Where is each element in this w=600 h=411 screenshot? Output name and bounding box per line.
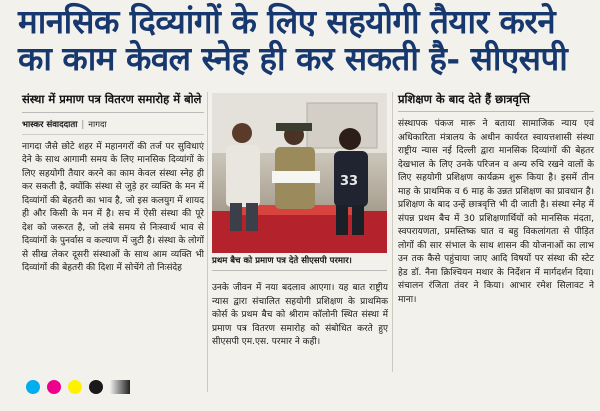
yellow-registration-dot [68, 380, 82, 394]
left-column [22, 92, 204, 276]
magenta-registration-dot [47, 380, 61, 394]
column-divider-right [392, 92, 393, 372]
byline-place: नागदा [88, 119, 107, 130]
svg-text:33: 33 [340, 174, 359, 189]
right-body-text: संस्थापक पंकज मारू ने बताया सामाजिक न्याय एवं अधिकारिता मंत्रालय के अधीन कार्यरत स्वायत्तशासी संस्था राष्ट्रीय न्यास नई दिल्ली द्वारा मानसिक दिव्यांगों की बेहतर देखभाल के लिए उनके परिजन व अन्य रुचि रखने वालों के लिए सहयोगी प्रशिक्षण कार्यक्रम शुरू किया है। इसमें तीन माह के प्राथमिक व 6 माह के उन्नत प्रशिक्षण का प्रावधान है। प्रशिक्षण के बाद उन्हें छात्रवृत्ति भी दी जाती है। संस्था स्नेह में संपन्न प्रथम बैच में 30 प्रशिक्षणार्थियों को मानसिक मंदता, स्वपरायणता, प्रमस्तिष्क घात व बहु विकलांगता से पीड़ित लोगों की सार संभाल के साथ शासन की योजनाओं का लाभ उन तक कैसे पहुंचाया जाए आदि विषयों पर संस्था की स्टेट हेड डॉ. नैना क्रिश्चियन मथार के निर्देशन में मार्गदर्शन दिया। संचालन रंजिता तंवर ने किया। आभार रमेश सिलावट ने माना। [398, 119, 594, 305]
black-registration-dot [89, 380, 103, 394]
photo-caption: प्रथम बैच को प्रमाण पत्र देते सीएसपी परमार। [212, 256, 387, 271]
left-subhead: संस्था में प्रमाण पत्र वितरण समारोह में बोले [22, 92, 204, 113]
cyan-registration-dot [26, 380, 40, 394]
middle-body-text: उनके जीवन में नया बदलाव आएगा। यह बात राष्ट्रीय न्यास द्वारा संचालित सहयोगी प्रशिक्षण के प्राथमिक कोर्स के प्रथम बैच को श्रीराम कॉलोनी स्थित संस्था में प्रमाण पत्र वितरण समारोह को संबोधित करते हुए सीएसपी एम.एस. परमार ने कही। [212, 283, 388, 347]
photo-illustration [212, 93, 387, 253]
headline-line-1: मानसिक दिव्यांगों के लिए सहयोगी तैयार करने [18, 2, 556, 41]
byline-author: भास्कर संवाददाता [22, 119, 78, 130]
grey-scale-strip [110, 380, 130, 394]
right-subhead: प्रशिक्षण के बाद देते हैं छात्रवृत्ति [398, 92, 594, 112]
registration-marks [26, 380, 130, 394]
byline-separator: | [81, 119, 85, 130]
left-body-text: नागदा जैसे छोटे शहर में महानगरों की तर्ज पर सुविधाएं देने के साथ आगामी समय के लिए मानसिक दिव्यांगों के लिए सहयोगी तैयार करने का काम केवल संस्था स्नेह ही कर सकती है, क्योंकि संस्था से जुड़े हर व्यक्ति के मन में दिव्यांगों की बेहतरी का भाव है, जो इस कलयुग में शायद ही और किसी के मन में है। सच में ऐसी संस्था की पूरे देश को जरूरत है, जो लंबे समय से निःस्वार्थ भाव से दिव्यांगों के पुनर्वास व कल्याण में जुटी है। संस्था के लोगों से सीख लेकर दूसरी संस्थाओं के साथ आम व्यक्ति भी दिव्यांगों की बेहतरी की दिशा में सोचेंगे तो निःसंदेह [22, 141, 204, 274]
right-column [398, 92, 594, 307]
headline [18, 4, 590, 78]
byline [22, 119, 204, 135]
middle-column [212, 282, 388, 350]
news-photo [212, 93, 387, 253]
column-divider [207, 92, 208, 392]
headline-line-2: का काम केवल स्नेह ही कर सकती है- सीएसपी [18, 38, 568, 78]
